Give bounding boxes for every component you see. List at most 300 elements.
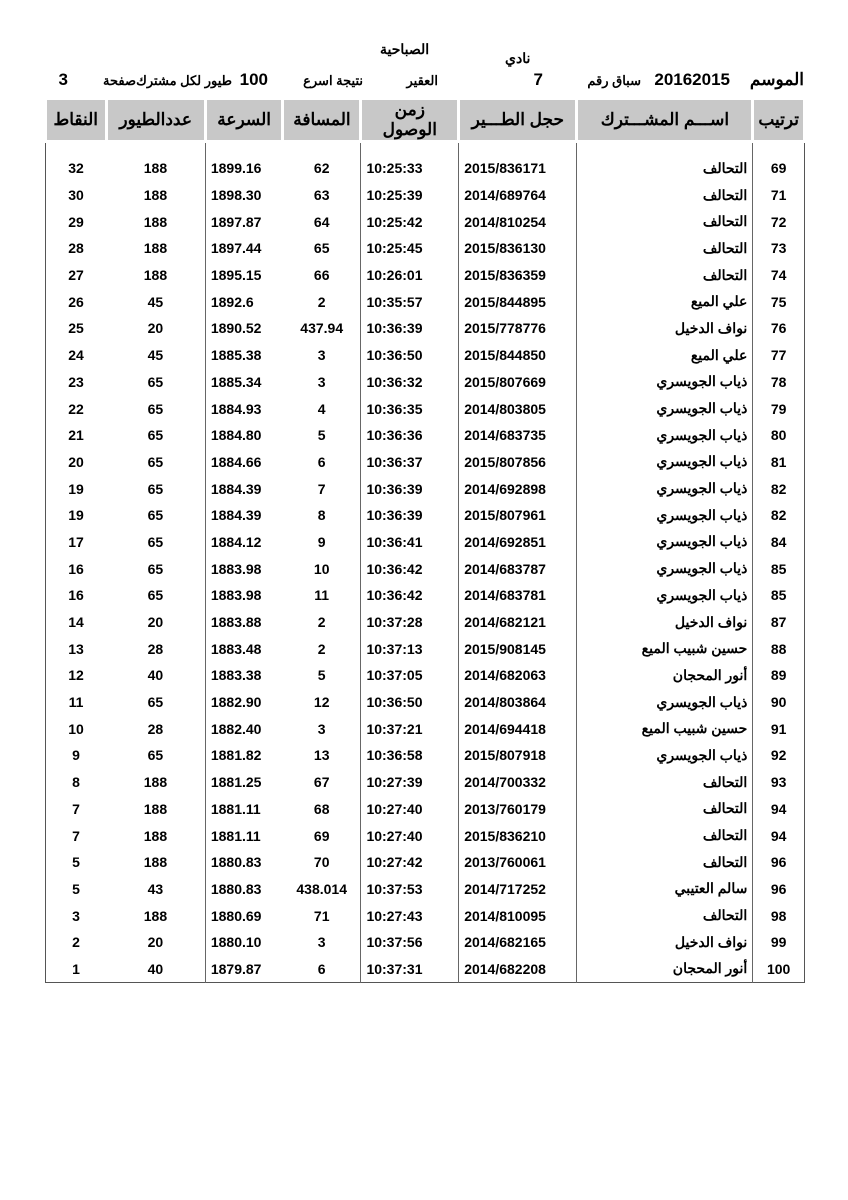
col-birds: عددالطيور bbox=[106, 99, 205, 142]
cell-birds: 45 bbox=[147, 293, 164, 310]
cell-speed: 1881.25 bbox=[205, 769, 283, 796]
cell-ring: 2014/682063 bbox=[459, 662, 577, 689]
cell-distance: 2 bbox=[317, 640, 326, 657]
cell-time: 10:36:39 bbox=[361, 502, 459, 529]
cell-name: التحالف bbox=[577, 208, 753, 235]
table-header-row bbox=[46, 99, 805, 142]
cell-points: 2 bbox=[72, 934, 80, 951]
col-ring: حجل الطـــير bbox=[459, 99, 577, 142]
cell-rank: 96 bbox=[753, 876, 805, 903]
table-row bbox=[46, 582, 805, 609]
cell-name: ذياب الجويسري bbox=[577, 369, 753, 396]
cell-ring: 2015/836210 bbox=[459, 822, 577, 849]
cell-rank: 90 bbox=[753, 689, 805, 716]
table-row bbox=[46, 796, 805, 823]
cell-rank: 88 bbox=[753, 635, 805, 662]
cell-birds: 65 bbox=[147, 373, 164, 390]
cell-name: ذياب الجويسري bbox=[577, 555, 753, 582]
cell-speed: 1880.10 bbox=[205, 929, 283, 956]
cell-name: التحالف bbox=[577, 902, 753, 929]
cell-points: 12 bbox=[68, 667, 84, 684]
table-row bbox=[46, 182, 805, 209]
cell-rank: 77 bbox=[753, 342, 805, 369]
cell-time: 10:27:43 bbox=[361, 902, 459, 929]
cell-name: علي الميع bbox=[577, 288, 753, 315]
cell-time: 10:36:39 bbox=[361, 315, 459, 342]
cell-time: 10:36:37 bbox=[361, 449, 459, 476]
club-label: نادي bbox=[505, 50, 531, 66]
cell-birds: 20 bbox=[147, 320, 164, 337]
cell-name: أنور المحجان bbox=[577, 956, 753, 983]
cell-name: التحالف bbox=[577, 155, 753, 182]
cell-birds: 40 bbox=[147, 667, 164, 684]
cell-points: 16 bbox=[68, 587, 84, 604]
cell-name: ذياب الجويسري bbox=[577, 449, 753, 476]
col-points: النقاط bbox=[46, 99, 107, 142]
race-label: سباق رقم bbox=[587, 73, 641, 88]
table-row bbox=[46, 208, 805, 235]
cell-rank: 96 bbox=[753, 849, 805, 876]
cell-ring: 2014/810254 bbox=[459, 208, 577, 235]
cell-distance: 8 bbox=[317, 507, 326, 524]
cell-points: 17 bbox=[68, 533, 84, 550]
cell-ring: 2015/807856 bbox=[459, 449, 577, 476]
cell-distance: 12 bbox=[313, 694, 330, 711]
cell-ring: 2015/778776 bbox=[459, 315, 577, 342]
cell-distance: 62 bbox=[313, 160, 330, 177]
table-row bbox=[46, 849, 805, 876]
cell-name: ذياب الجويسري bbox=[577, 502, 753, 529]
cell-points: 16 bbox=[68, 560, 84, 577]
cell-birds: 20 bbox=[147, 934, 164, 951]
cell-time: 10:37:05 bbox=[361, 662, 459, 689]
cell-rank: 94 bbox=[753, 796, 805, 823]
cell-birds: 188 bbox=[143, 267, 168, 284]
cell-rank: 87 bbox=[753, 609, 805, 636]
cell-rank: 85 bbox=[753, 582, 805, 609]
cell-rank: 85 bbox=[753, 555, 805, 582]
cell-time: 10:37:28 bbox=[361, 609, 459, 636]
cell-ring: 2015/807669 bbox=[459, 369, 577, 396]
cell-points: 10 bbox=[68, 720, 84, 737]
cell-points: 13 bbox=[68, 640, 84, 657]
cell-ring: 2014/700332 bbox=[459, 769, 577, 796]
cell-points: 22 bbox=[68, 400, 84, 417]
cell-distance: 3 bbox=[317, 347, 326, 364]
cell-ring: 2014/694418 bbox=[459, 715, 577, 742]
cell-distance: 70 bbox=[313, 854, 330, 871]
cell-distance: 3 bbox=[317, 720, 326, 737]
cell-name: نواف الدخيل bbox=[577, 929, 753, 956]
table-row bbox=[46, 342, 805, 369]
cell-birds: 188 bbox=[143, 187, 168, 204]
cell-birds: 188 bbox=[143, 854, 168, 871]
cell-speed: 1897.87 bbox=[205, 208, 283, 235]
col-distance: المسافة bbox=[283, 99, 361, 142]
cell-speed: 1880.69 bbox=[205, 902, 283, 929]
cell-speed: 1881.11 bbox=[205, 796, 283, 823]
table-row bbox=[46, 956, 805, 983]
cell-ring: 2014/692851 bbox=[459, 529, 577, 556]
cell-name: التحالف bbox=[577, 769, 753, 796]
table-row bbox=[46, 529, 805, 556]
cell-ring: 2013/760061 bbox=[459, 849, 577, 876]
col-name: اســـم المشـــترك bbox=[577, 99, 753, 142]
cell-distance: 7 bbox=[317, 480, 326, 497]
cell-time: 10:27:40 bbox=[361, 822, 459, 849]
cell-points: 5 bbox=[72, 854, 80, 871]
cell-birds: 43 bbox=[147, 880, 164, 897]
cell-distance: 5 bbox=[317, 427, 326, 444]
cell-speed: 1883.98 bbox=[205, 582, 283, 609]
cell-rank: 79 bbox=[753, 395, 805, 422]
cell-name: التحالف bbox=[577, 262, 753, 289]
cell-speed: 1895.15 bbox=[205, 262, 283, 289]
cell-distance: 6 bbox=[317, 960, 326, 977]
season-value: 20162015 bbox=[654, 70, 730, 89]
cell-name: أنور المحجان bbox=[577, 662, 753, 689]
cell-ring: 2014/717252 bbox=[459, 876, 577, 903]
cell-birds: 188 bbox=[143, 213, 168, 230]
cell-birds: 65 bbox=[147, 533, 164, 550]
table-row bbox=[46, 155, 805, 182]
cell-points: 14 bbox=[68, 614, 84, 631]
cell-speed: 1899.16 bbox=[205, 155, 283, 182]
cell-speed: 1885.34 bbox=[205, 369, 283, 396]
cell-name: التحالف bbox=[577, 796, 753, 823]
page-label: صفحة bbox=[103, 73, 136, 88]
table-row bbox=[46, 369, 805, 396]
cell-points: 23 bbox=[68, 373, 84, 390]
cell-ring: 2015/844895 bbox=[459, 288, 577, 315]
cell-points: 1 bbox=[72, 960, 80, 977]
cell-distance: 10 bbox=[313, 560, 330, 577]
col-time: زمن الوصول bbox=[361, 99, 459, 142]
cell-rank: 76 bbox=[753, 315, 805, 342]
cell-distance: 5 bbox=[317, 667, 326, 684]
cell-rank: 74 bbox=[753, 262, 805, 289]
cell-distance: 6 bbox=[317, 453, 326, 470]
cell-points: 19 bbox=[68, 480, 84, 497]
cell-name: ذياب الجويسري bbox=[577, 689, 753, 716]
cell-distance: 71 bbox=[313, 907, 330, 924]
cell-rank: 72 bbox=[753, 208, 805, 235]
cell-birds: 188 bbox=[143, 907, 168, 924]
table-row bbox=[46, 422, 805, 449]
cell-points: 24 bbox=[68, 347, 84, 364]
race-value: 7 bbox=[533, 70, 543, 89]
cell-ring: 2015/807918 bbox=[459, 742, 577, 769]
cell-birds: 28 bbox=[147, 720, 164, 737]
cell-points: 26 bbox=[68, 293, 84, 310]
cell-birds: 65 bbox=[147, 747, 164, 764]
table-row bbox=[46, 395, 805, 422]
cell-time: 10:36:39 bbox=[361, 475, 459, 502]
table-row bbox=[46, 288, 805, 315]
cell-points: 30 bbox=[68, 187, 84, 204]
cell-time: 10:27:39 bbox=[361, 769, 459, 796]
cell-distance: 3 bbox=[317, 934, 326, 951]
cell-rank: 99 bbox=[753, 929, 805, 956]
cell-time: 10:35:57 bbox=[361, 288, 459, 315]
cell-name: التحالف bbox=[577, 182, 753, 209]
cell-time: 10:36:41 bbox=[361, 529, 459, 556]
cell-points: 19 bbox=[68, 507, 84, 524]
cell-birds: 65 bbox=[147, 427, 164, 444]
col-rank: ترتيب bbox=[753, 99, 805, 142]
cell-ring: 2014/683735 bbox=[459, 422, 577, 449]
cell-ring: 2015/908145 bbox=[459, 635, 577, 662]
cell-birds: 65 bbox=[147, 507, 164, 524]
race-location: العقير bbox=[406, 73, 438, 88]
cell-time: 10:36:50 bbox=[361, 342, 459, 369]
cell-rank: 81 bbox=[753, 449, 805, 476]
cell-birds: 188 bbox=[143, 827, 168, 844]
table-row bbox=[46, 689, 805, 716]
cell-ring: 2013/760179 bbox=[459, 796, 577, 823]
cell-rank: 82 bbox=[753, 475, 805, 502]
cell-points: 3 bbox=[72, 907, 80, 924]
table-row bbox=[46, 715, 805, 742]
cell-distance: 65 bbox=[313, 240, 330, 257]
cell-distance: 66 bbox=[313, 267, 330, 284]
cell-ring: 2014/689764 bbox=[459, 182, 577, 209]
result-value: 100 bbox=[239, 70, 268, 89]
cell-distance: 2 bbox=[317, 293, 326, 310]
cell-speed: 1884.93 bbox=[205, 395, 283, 422]
cell-time: 10:27:42 bbox=[361, 849, 459, 876]
cell-time: 10:37:53 bbox=[361, 876, 459, 903]
cell-distance: 67 bbox=[313, 774, 330, 791]
cell-name: ذياب الجويسري bbox=[577, 742, 753, 769]
cell-name: التحالف bbox=[577, 822, 753, 849]
cell-distance: 69 bbox=[313, 827, 330, 844]
cell-distance: 13 bbox=[313, 747, 330, 764]
col-speed: السرعة bbox=[205, 99, 283, 142]
cell-birds: 28 bbox=[147, 640, 164, 657]
page-number: 3 bbox=[58, 70, 68, 89]
cell-speed: 1884.39 bbox=[205, 475, 283, 502]
cell-time: 10:37:56 bbox=[361, 929, 459, 956]
cell-rank: 82 bbox=[753, 502, 805, 529]
cell-distance: 437.94 bbox=[300, 320, 344, 337]
cell-points: 29 bbox=[68, 213, 84, 230]
cell-name: ذياب الجويسري bbox=[577, 475, 753, 502]
cell-birds: 188 bbox=[143, 800, 168, 817]
cell-birds: 65 bbox=[147, 480, 164, 497]
club-name: الصباحية bbox=[380, 41, 430, 57]
table-row bbox=[46, 475, 805, 502]
birds-per-member-label: طيور لكل مشترك bbox=[136, 73, 232, 88]
cell-birds: 45 bbox=[147, 347, 164, 364]
cell-distance: 2 bbox=[317, 614, 326, 631]
cell-speed: 1882.90 bbox=[205, 689, 283, 716]
cell-time: 10:25:45 bbox=[361, 235, 459, 262]
table-row bbox=[46, 876, 805, 903]
table-row bbox=[46, 609, 805, 636]
cell-rank: 75 bbox=[753, 288, 805, 315]
cell-speed: 1884.66 bbox=[205, 449, 283, 476]
season-label: الموسم bbox=[749, 70, 804, 89]
cell-time: 10:26:01 bbox=[361, 262, 459, 289]
cell-time: 10:36:42 bbox=[361, 555, 459, 582]
cell-speed: 1883.48 bbox=[205, 635, 283, 662]
cell-time: 10:36:35 bbox=[361, 395, 459, 422]
cell-ring: 2014/803864 bbox=[459, 689, 577, 716]
cell-time: 10:25:39 bbox=[361, 182, 459, 209]
table-row bbox=[46, 742, 805, 769]
table-row bbox=[46, 555, 805, 582]
table-row bbox=[46, 235, 805, 262]
cell-speed: 1881.11 bbox=[205, 822, 283, 849]
cell-speed: 1881.82 bbox=[205, 742, 283, 769]
table-row bbox=[46, 449, 805, 476]
cell-rank: 89 bbox=[753, 662, 805, 689]
cell-speed: 1883.88 bbox=[205, 609, 283, 636]
cell-time: 10:36:42 bbox=[361, 582, 459, 609]
cell-rank: 73 bbox=[753, 235, 805, 262]
cell-speed: 1879.87 bbox=[205, 956, 283, 983]
cell-name: علي الميع bbox=[577, 342, 753, 369]
cell-ring: 2014/683787 bbox=[459, 555, 577, 582]
cell-points: 27 bbox=[68, 267, 84, 284]
cell-speed: 1884.80 bbox=[205, 422, 283, 449]
cell-time: 10:27:40 bbox=[361, 796, 459, 823]
cell-name: ذياب الجويسري bbox=[577, 395, 753, 422]
cell-ring: 2014/810095 bbox=[459, 902, 577, 929]
cell-ring: 2014/803805 bbox=[459, 395, 577, 422]
cell-speed: 1880.83 bbox=[205, 849, 283, 876]
cell-name: ذياب الجويسري bbox=[577, 529, 753, 556]
cell-name: نواف الدخيل bbox=[577, 315, 753, 342]
cell-points: 21 bbox=[68, 427, 84, 444]
cell-rank: 84 bbox=[753, 529, 805, 556]
cell-ring: 2015/836130 bbox=[459, 235, 577, 262]
cell-birds: 65 bbox=[147, 694, 164, 711]
cell-distance: 11 bbox=[314, 587, 330, 604]
cell-time: 10:36:50 bbox=[361, 689, 459, 716]
cell-name: التحالف bbox=[577, 235, 753, 262]
cell-points: 8 bbox=[72, 774, 80, 791]
cell-distance: 64 bbox=[313, 213, 330, 230]
cell-ring: 2014/692898 bbox=[459, 475, 577, 502]
cell-rank: 91 bbox=[753, 715, 805, 742]
cell-ring: 2015/836171 bbox=[459, 155, 577, 182]
table-row bbox=[46, 262, 805, 289]
cell-points: 7 bbox=[72, 800, 80, 817]
cell-distance: 4 bbox=[317, 400, 326, 417]
cell-name: ذياب الجويسري bbox=[577, 422, 753, 449]
cell-time: 10:36:36 bbox=[361, 422, 459, 449]
cell-rank: 93 bbox=[753, 769, 805, 796]
cell-points: 20 bbox=[68, 453, 84, 470]
cell-time: 10:37:31 bbox=[361, 956, 459, 983]
cell-name: التحالف bbox=[577, 849, 753, 876]
cell-speed: 1880.83 bbox=[205, 876, 283, 903]
cell-rank: 92 bbox=[753, 742, 805, 769]
cell-points: 28 bbox=[68, 240, 84, 257]
cell-speed: 1890.52 bbox=[205, 315, 283, 342]
result-label: نتيجة اسرع bbox=[303, 73, 363, 88]
table-row bbox=[46, 929, 805, 956]
cell-speed: 1883.38 bbox=[205, 662, 283, 689]
cell-speed: 1882.40 bbox=[205, 715, 283, 742]
cell-points: 7 bbox=[72, 827, 80, 844]
cell-name: ذياب الجويسري bbox=[577, 582, 753, 609]
cell-time: 10:36:32 bbox=[361, 369, 459, 396]
cell-birds: 65 bbox=[147, 560, 164, 577]
cell-name: سالم العتيبي bbox=[577, 876, 753, 903]
cell-ring: 2014/682165 bbox=[459, 929, 577, 956]
cell-points: 32 bbox=[68, 160, 84, 177]
cell-birds: 188 bbox=[143, 774, 168, 791]
results-table bbox=[44, 97, 806, 983]
table-row bbox=[46, 822, 805, 849]
cell-speed: 1892.6 bbox=[205, 288, 283, 315]
cell-points: 11 bbox=[68, 694, 84, 711]
cell-points: 25 bbox=[68, 320, 84, 337]
table-row bbox=[46, 769, 805, 796]
cell-birds: 65 bbox=[147, 453, 164, 470]
cell-rank: 100 bbox=[753, 956, 805, 983]
cell-rank: 69 bbox=[753, 155, 805, 182]
cell-points: 5 bbox=[72, 880, 80, 897]
cell-speed: 1884.39 bbox=[205, 502, 283, 529]
cell-points: 9 bbox=[72, 747, 80, 764]
table-row bbox=[46, 662, 805, 689]
cell-name: حسين شبيب الميع bbox=[577, 715, 753, 742]
cell-ring: 2014/682208 bbox=[459, 956, 577, 983]
cell-speed: 1885.38 bbox=[205, 342, 283, 369]
cell-distance: 63 bbox=[313, 187, 330, 204]
cell-time: 10:25:42 bbox=[361, 208, 459, 235]
cell-ring: 2015/844850 bbox=[459, 342, 577, 369]
cell-birds: 20 bbox=[147, 614, 164, 631]
cell-speed: 1883.98 bbox=[205, 555, 283, 582]
table-row bbox=[46, 315, 805, 342]
cell-ring: 2014/683781 bbox=[459, 582, 577, 609]
cell-time: 10:25:33 bbox=[361, 155, 459, 182]
table-row bbox=[46, 502, 805, 529]
cell-rank: 78 bbox=[753, 369, 805, 396]
cell-name: حسين شبيب الميع bbox=[577, 635, 753, 662]
cell-speed: 1884.12 bbox=[205, 529, 283, 556]
cell-rank: 98 bbox=[753, 902, 805, 929]
cell-rank: 94 bbox=[753, 822, 805, 849]
cell-time: 10:36:58 bbox=[361, 742, 459, 769]
cell-ring: 2015/836359 bbox=[459, 262, 577, 289]
cell-birds: 65 bbox=[147, 400, 164, 417]
cell-distance: 68 bbox=[313, 800, 330, 817]
cell-ring: 2015/807961 bbox=[459, 502, 577, 529]
cell-speed: 1897.44 bbox=[205, 235, 283, 262]
cell-birds: 188 bbox=[143, 240, 168, 257]
table-row bbox=[46, 902, 805, 929]
cell-distance: 9 bbox=[317, 533, 326, 550]
cell-time: 10:37:13 bbox=[361, 635, 459, 662]
table-row bbox=[46, 635, 805, 662]
cell-name: نواف الدخيل bbox=[577, 609, 753, 636]
cell-speed: 1898.30 bbox=[205, 182, 283, 209]
cell-distance: 3 bbox=[317, 373, 326, 390]
cell-rank: 80 bbox=[753, 422, 805, 449]
cell-birds: 65 bbox=[147, 587, 164, 604]
cell-distance: 438.014 bbox=[296, 880, 347, 897]
cell-rank: 71 bbox=[753, 182, 805, 209]
cell-time: 10:37:21 bbox=[361, 715, 459, 742]
cell-ring: 2014/682121 bbox=[459, 609, 577, 636]
cell-birds: 40 bbox=[147, 960, 164, 977]
